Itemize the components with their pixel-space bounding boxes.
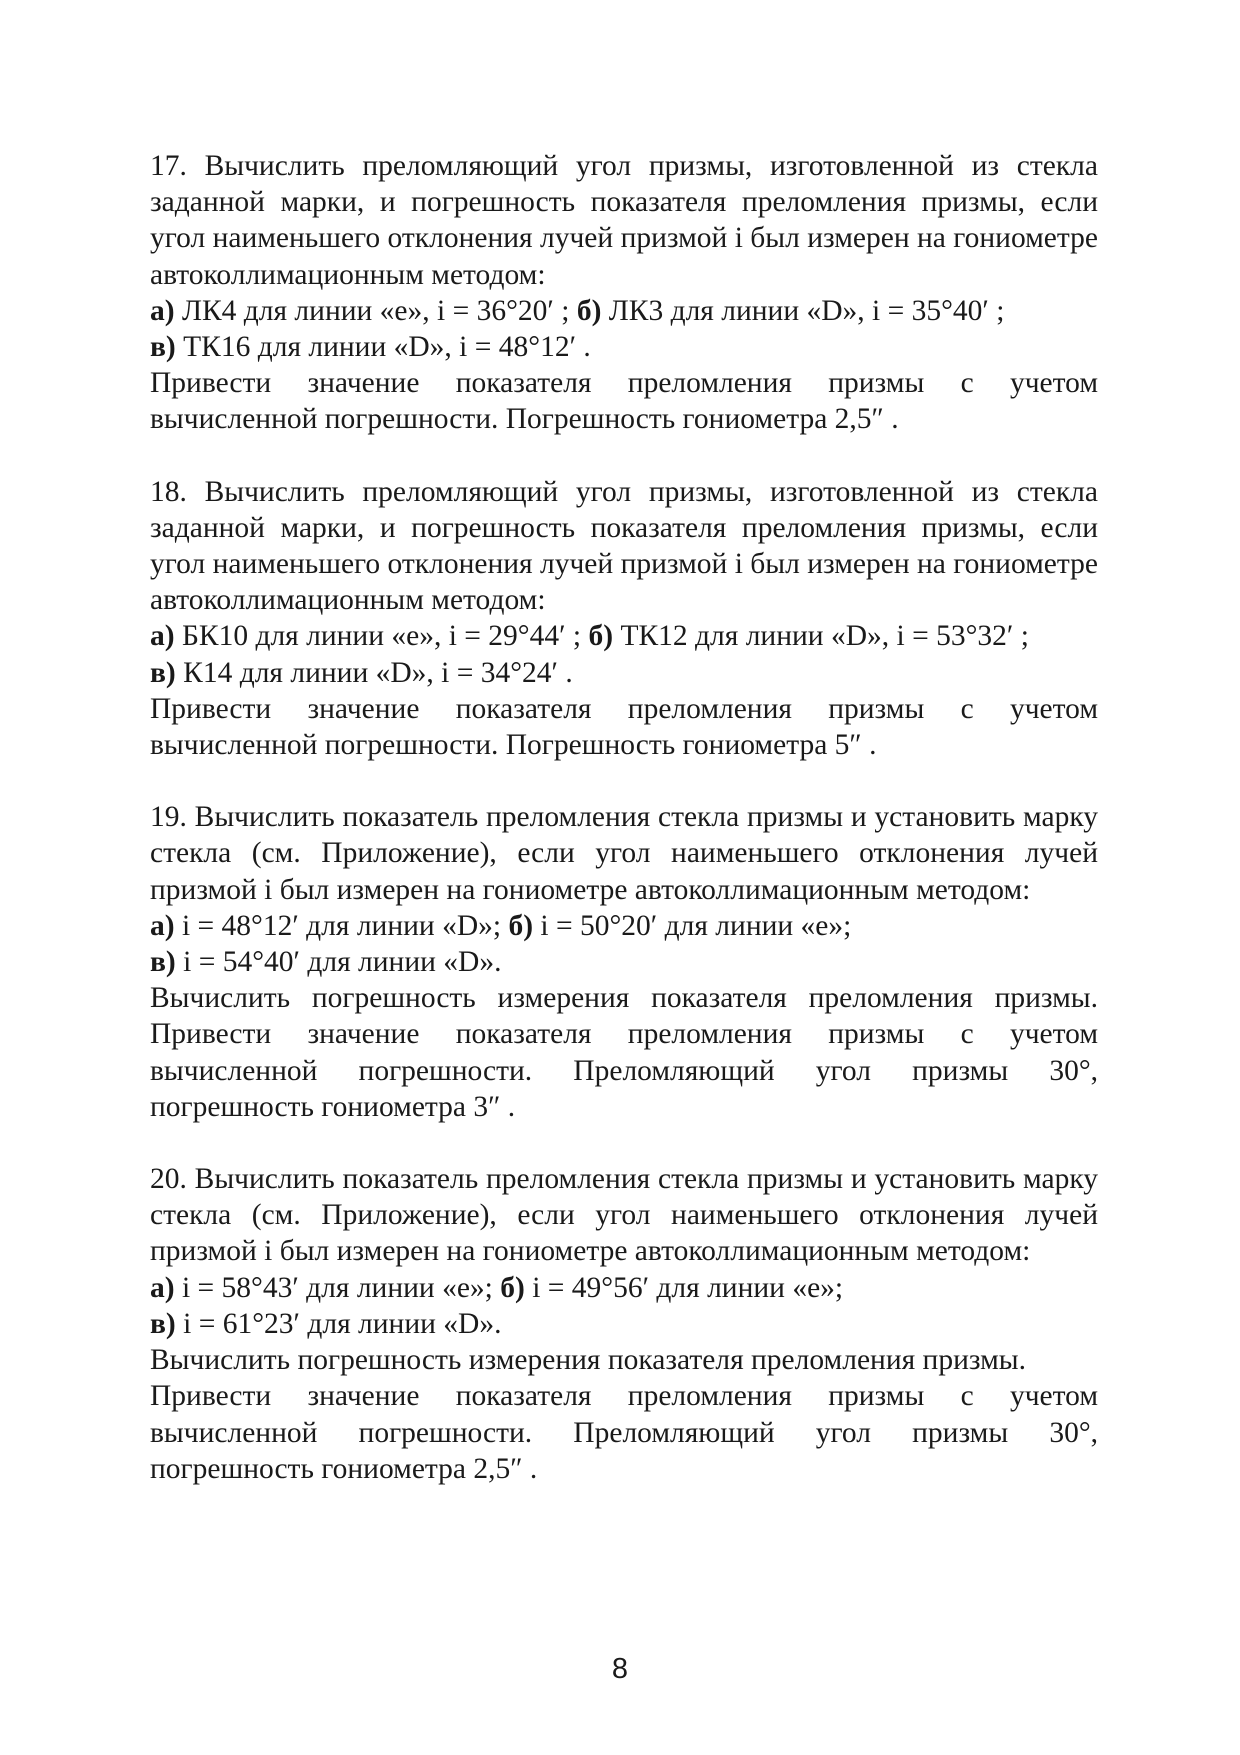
problem-intro: 19. Вычислить показатель преломления стекла призмы и установить марку стекла (см. Приложение), если угол наименьшего отклонения лучей призмой i был измерен на гониометре автоколлимационным методом:: [150, 801, 1098, 906]
option-text: ЛК4 для линии «e», i = 36°20′ ;: [181, 294, 570, 327]
option-label: а): [150, 1271, 175, 1304]
option-text: i = 61°23′ для линии «D».: [183, 1307, 502, 1340]
option-label: а): [150, 909, 175, 942]
error-line: Вычислить погрешность измерения показателя преломления призмы.: [150, 982, 1098, 1015]
option-text: К14 для линии «D», i = 34°24′ .: [183, 656, 573, 689]
option-text: i = 48°12′ для линии «D»;: [181, 909, 502, 942]
options-line: [150, 1270, 1098, 1306]
option-label: в): [150, 946, 176, 979]
problem-17: [150, 148, 1098, 438]
options-line: [150, 293, 1098, 329]
options-line: [150, 908, 1098, 944]
problem-intro: 20. Вычислить показатель преломления стекла призмы и установить марку стекла (см. Приложение), если угол наименьшего отклонения лучей призмой i был измерен на гониометре автоколлимационным методом:: [150, 1163, 1098, 1268]
option-label: б): [576, 294, 602, 327]
problem-conclusion: Привести значение показателя преломления призмы с учетом вычисленной погрешности. Погрешность гониометра 5″ .: [150, 692, 1098, 762]
option-text: i = 58°43′ для линии «e»;: [181, 1271, 493, 1304]
problem-20: [150, 1161, 1098, 1487]
options-line: [150, 1306, 1098, 1342]
document-page: [150, 148, 1098, 1523]
problem-18: [150, 474, 1098, 764]
option-label: а): [150, 620, 175, 653]
option-label: а): [150, 294, 175, 327]
option-text: i = 54°40′ для линии «D».: [183, 946, 502, 979]
option-text: i = 49°56′ для линии «e»;: [532, 1271, 844, 1304]
option-text: ЛК3 для линии «D», i = 35°40′ ;: [608, 294, 1005, 327]
option-label: б): [508, 909, 534, 942]
problem-intro: 18. Вычислить преломляющий угол призмы, изготовленной из стекла заданной марки, и погрешность показателя преломления призмы, если угол наименьшего отклонения лучей призмой i был измерен на гониометре автоколлимационным методом:: [150, 475, 1098, 617]
option-text: ТК12 для линии «D», i = 53°32′ ;: [620, 620, 1029, 653]
option-text: БК10 для линии «e», i = 29°44′ ;: [181, 620, 582, 653]
options-line: [150, 655, 1098, 691]
option-text: i = 50°20′ для линии «e»;: [540, 909, 852, 942]
options-line: [150, 944, 1098, 980]
options-line: [150, 329, 1098, 365]
option-label: б): [588, 620, 614, 653]
option-label: б): [500, 1271, 525, 1304]
error-line: Вычислить погрешность измерения показателя преломления призмы.: [150, 1344, 1026, 1377]
problem-intro: 17. Вычислить преломляющий угол призмы, изготовленной из стекла заданной марки, и погрешность показателя преломления призмы, если угол наименьшего отклонения лучей призмой i был измерен на гониометре автоколлимационным методом:: [150, 150, 1098, 291]
page-number: 8: [611, 1653, 629, 1685]
option-label: в): [150, 1307, 176, 1340]
problem-19: [150, 799, 1098, 1125]
option-label: в): [150, 656, 176, 689]
problem-conclusion: Привести значение показателя преломления призмы с учетом вычисленной погрешности. Погрешность гониометра 2,5″ .: [150, 367, 1098, 436]
options-line: [150, 618, 1098, 654]
problem-conclusion: Привести значение показателя преломления призмы с учетом вычисленной погрешности. Преломляющий угол призмы 30°, погрешность гониометра 3″ .: [150, 1018, 1098, 1123]
problem-conclusion: Привести значение показателя преломления призмы с учетом вычисленной погрешности. Преломляющий угол призмы 30°, погрешность гониометра 2,5″ .: [150, 1380, 1098, 1485]
option-text: ТК16 для линии «D», i = 48°12′ .: [183, 331, 591, 364]
option-label: в): [150, 331, 176, 364]
